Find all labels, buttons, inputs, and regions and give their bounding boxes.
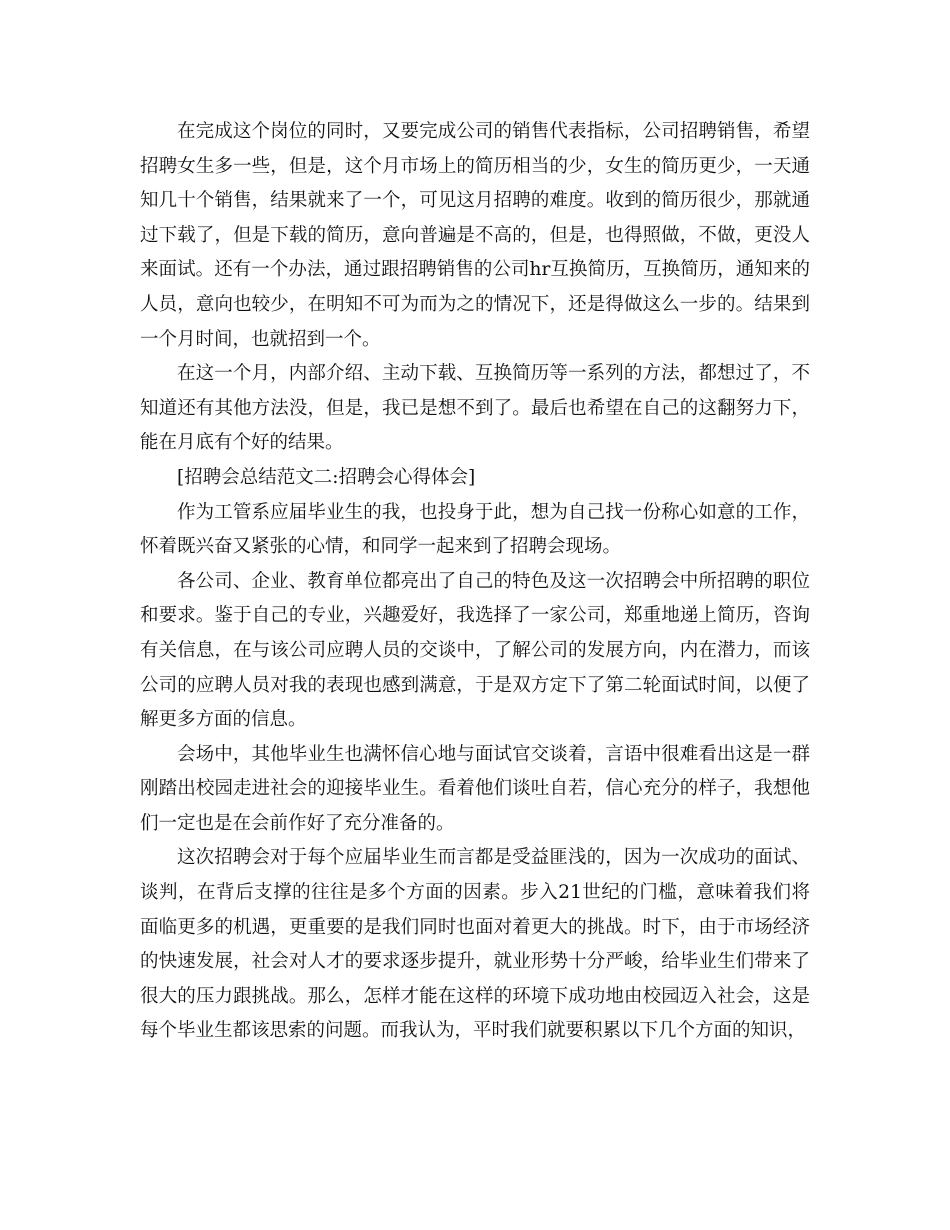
paragraph-venue: 会场中，其他毕业生也满怀信心地与面试官交谈着，言语中很难看出这是一群刚踏出校园走进社会的迎接毕业生。看着他们谈吐自若，信心充分的样子，我想他们一定也是在会前作好了充分准备的。 [140,743,810,834]
paragraph-month-methods: 在这一个月，内部介绍、主动下载、互换简历等一系列的方法，都想过了，不知道还有其他方法没，但是，我已是想不到了。最后也希望在自己的这翻努力下，能在月底有个好的结果。 [140,363,810,454]
document-body [140,115,810,1049]
paragraph-companies: 各公司、企业、教育单位都亮出了自己的特色及这一次招聘会中所招聘的职位和要求。鉴于自己的专业，兴趣爱好，我选择了一家公司，郑重地递上简历，咨询有关信息，在与该公司应聘人员的交谈中，了解公司的发展方向，内在潜力，而该公司的应聘人员对我的表现也感到满意，于是双方定下了第二轮面试时间，以便了解更多方面的信息。 [140,570,810,731]
paragraph-reflection: 这次招聘会对于每个应届毕业生而言都是受益匪浅的，因为一次成功的面试、谈判，在背后支撑的往往是多个方面的因素。步入21世纪的门槛，意味着我们将面临更多的机遇，更重要的是我们同时也面对着更大的挑战。时下，由于市场经济的快速发展，社会对人才的要求逐步提升，就业形势十分严峻，给毕业生们带来了很大的压力跟挑战。那么，怎样才能在这样的环境下成功地由校园迈入社会，这是每个毕业生都该思索的问题。而我认为，平时我们就要积累以下几个方面的知识， [140,847,810,1042]
paragraph-graduate-intro: 作为工管系应届毕业生的我，也投身于此，想为自己找一份称心如意的工作，怀着既兴奋又紧张的心情，和同学一起来到了招聘会现场。 [140,501,810,558]
paragraph-recruitment-sales: 在完成这个岗位的同时，又要完成公司的销售代表指标，公司招聘销售，希望招聘女生多一些，但是，这个月市场上的简历相当的少，女生的简历更少，一天通知几十个销售，结果就来了一个，可见这月招聘的难度。收到的简历很少，那就通过下载了，但是下载的简历，意向普遍是不高的，但是，也得照做，不做，更没人来面试。还有一个办法，通过跟招聘销售的公司hr互换简历，互换简历，通知来的人员，意向也较少，在明知不可为而为之的情况下，还是得做这么一步的。结果到一个月时间，也就招到一个。 [140,121,810,350]
section-heading: [招聘会总结范文二:招聘会心得体会] [177,466,476,488]
